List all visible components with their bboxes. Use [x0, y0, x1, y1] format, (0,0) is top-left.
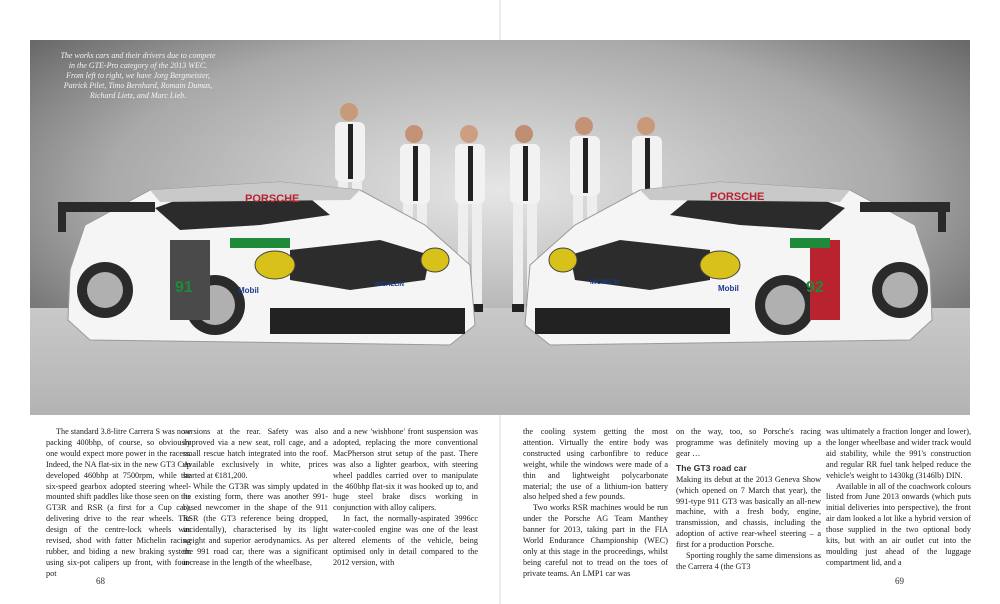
right-car-number: 92	[806, 279, 824, 296]
body-paragraph: was ultimately a fraction longer and lower), the longer wheelbase and wider track would aid stability, while the 991's construction and regular RR fuel tank helped reduce the vehicle's weight to 1430kg (3146lb) DIN.	[826, 427, 971, 480]
right-car-brand: PORSCHE	[710, 191, 765, 203]
body-paragraph: In fact, the normally-aspirated 3996cc water-cooled engine was one of the least altered elements of the vehicle, being optimised only in detail compared to the 2012 version, with	[333, 514, 478, 567]
body-paragraph: on the way, too, so Porsche's racing programme was definitely moving up a gear …	[676, 427, 821, 458]
text-column-5	[676, 427, 821, 573]
text-column-3	[333, 427, 478, 569]
body-paragraph: Making its debut at the 2013 Geneva Show (which opened on 7 March that year), the 991-type 911 GT3 was basically an all-new machine, with a fresh body, engine, transmission, and chassis, including the adoption of active rear-wheel steering – a first for a production Porsche.	[676, 474, 821, 550]
page-number-right: 69	[895, 576, 904, 586]
left-car-sponsor-mobil: Mobil	[238, 286, 259, 295]
page-number-left: 68	[96, 576, 105, 586]
text-column-2	[183, 427, 328, 569]
right-car-sponsor-michelin: MICHELIN	[590, 280, 619, 286]
caption-line: The works cars and their drivers due to compete	[60, 51, 216, 60]
body-paragraph: Two works RSR machines would be run under the Porsche AG Team Manthey banner for 2013, taking part in the FIA World Endurance Championship (WEC) only at this stage in the proceedings, whilst being careful not to tread on the toes of private teams. An LMP1 car was	[523, 503, 668, 578]
body-paragraph: the cooling system getting the most attention. Virtually the entire body was constructed using carbonfibre to reduce weight, while the windows were made of a thin and lightweight polycarbonate material; the use of a lithium-ion battery also helped shed a few pounds.	[523, 427, 668, 502]
caption-line: Richard Lietz, and Marc Lieb.	[89, 91, 187, 100]
body-paragraph: While the GT3R was simply updated in its existing form, there was another 991-based newcomer in the shape of the 911 RSR (the GT3 reference being dropped, incidentally), characterised by its light weight and superior aerodynamics. As per the 991 road car, there was a significant increase in the length of the wheelbase,	[183, 481, 328, 567]
caption-line: Patrick Pilet, Timo Bernhard, Romain Dumas,	[63, 81, 213, 90]
photo-caption	[38, 51, 238, 101]
body-paragraph: versions at the rear. Safety was also improved via a new seat, roll cage, and a small rescue hatch integrated into the roof. Available exclusively in white, prices started at €181,200.	[183, 427, 328, 480]
text-column-4	[523, 427, 668, 580]
right-car-sponsor-mobil: Mobil	[718, 284, 739, 293]
body-paragraph: The standard 3.8-litre Carrera S was now packing 400bhp, of course, so obviously one would expect more power in the racers. Indeed, the NA flat-six in the new GT3 Cup developed 460bhp at 7500rpm, while the six-speed gearbox adopted steering wheel-mounted shift paddles like those seen on the GT3R and RSR (a first for a Cup car), delivering drive to the rear wheels. The design of the centre-lock wheels was revised, shod with fatter Michelin racing rubber, and biding a new braking system using six-pot calipers up front, with four-pot	[46, 427, 191, 578]
cars-and-drivers-photo	[30, 40, 970, 415]
body-paragraph: and a new 'wishbone' front suspension was adopted, replacing the more conventional MacPherson strut setup of the past. There was also a lighter gearbox, with steering wheel paddles carried over to manipulate the 460bhp flat-six it was hooked up to, and huge steel brake discs working in conjunction with alloy calipers.	[333, 427, 478, 513]
body-paragraph: Sporting roughly the same dimensions as the Carrera 4 (the GT3	[676, 551, 821, 571]
left-car-brand: PORSCHE	[245, 193, 300, 205]
body-paragraph: Available in all of the coachwork colours listed from June 2013 onwards (which puts initial deliveries into perspective), the front air dam looked a lot like a hybrid version of those supplied in the two optional body kits, but with an air outlet cut into the moulding just ahead of the luggage compartment lid, and a	[826, 481, 971, 567]
left-car-number: 91	[175, 279, 193, 296]
section-heading: The GT3 road car	[676, 462, 747, 473]
text-column-6	[826, 427, 971, 569]
caption-line: From left to right, we have Jorg Bergmeister,	[66, 71, 210, 80]
left-car-sponsor-michelin: MICHELIN	[375, 282, 404, 288]
text-column-1	[46, 427, 191, 580]
caption-line: in the GTE-Pro category of the 2013 WEC.	[68, 61, 208, 70]
